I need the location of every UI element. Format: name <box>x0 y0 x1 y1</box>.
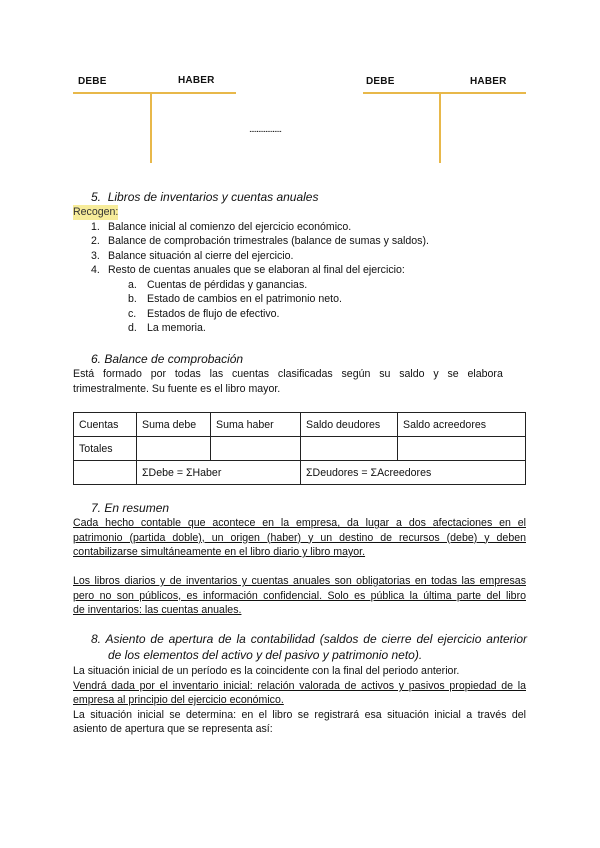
section-6-line: trimestralmente. Su fuente es el libro mayor. <box>73 383 281 395</box>
list-item: Balance de comprobación trimestrales (balance de sumas y saldos). <box>108 235 429 247</box>
list-number: 3. <box>91 250 100 262</box>
table-row <box>74 413 526 437</box>
section-6-title: 6. Balance de comprobación <box>91 352 244 366</box>
sublist-letter: c. <box>128 308 137 320</box>
haber-label: HABER <box>178 75 215 86</box>
table-cell <box>137 437 211 461</box>
sublist-letter: a. <box>128 279 137 291</box>
debe-label: DEBE <box>78 76 107 87</box>
section-8-line: La situación inicial se determina: en el libro se registrará esa situación inicial a través del <box>73 709 526 721</box>
sublist-letter: b. <box>128 293 137 305</box>
list-item: Balance situación al cierre del ejercicio. <box>108 250 294 262</box>
t-account-vertical <box>439 92 441 163</box>
section-8-line: empresa al principio del ejercicio económico. <box>73 694 284 706</box>
t-account-vertical <box>150 92 152 163</box>
list-number: 1. <box>91 221 100 233</box>
table-cell: Totales <box>74 437 137 461</box>
list-item: Balance inicial al comienzo del ejercicio económico. <box>108 221 352 233</box>
sublist-item: Estados de flujo de efectivo. <box>147 308 280 320</box>
table-cell <box>74 461 137 485</box>
sublist-item: La memoria. <box>147 322 206 334</box>
table-cell <box>301 437 398 461</box>
table-cell <box>211 437 301 461</box>
balance-table <box>73 412 526 485</box>
t-account-horizontal <box>363 92 526 94</box>
table-header-cell: Saldo acreedores <box>398 413 526 437</box>
list-number: 2. <box>91 235 100 247</box>
section-7-title: 7. En resumen <box>91 501 170 515</box>
summary-paragraph-2: Los libros diarios y de inventarios y cuentas anuales son obligatorias en todas las empresas pero no son públicos, es información confidencial. Solo es pública la última parte del libro de inventarios: las cuentas anuales. <box>73 575 526 616</box>
list-number: 4. <box>91 264 100 276</box>
sublist-letter: d. <box>128 322 137 334</box>
table-cell: ΣDebe = ΣHaber <box>137 461 301 485</box>
section-8-title-cont: de los elementos del activo y del pasivo y patrimonio neto). <box>108 648 423 662</box>
section-8-title: 8. Asiento de apertura de la contabilidad (saldos de cierre del ejercicio anterior <box>91 632 527 646</box>
table-header-cell: Cuentas <box>74 413 137 437</box>
sublist-item: Estado de cambios en el patrimonio neto. <box>147 293 342 305</box>
sublist-item: Cuentas de pérdidas y ganancias. <box>147 279 308 291</box>
t-account-horizontal <box>73 92 236 94</box>
table-header-cell: Suma haber <box>211 413 301 437</box>
recogen-label: Recogen: <box>73 206 119 218</box>
table-cell: ΣDeudores = ΣAcreedores <box>301 461 526 485</box>
section-8-line: asiento de apertura que se representa así: <box>73 723 273 735</box>
list-item: Resto de cuentas anuales que se elaboran al final del ejercicio: <box>108 264 405 276</box>
table-cell <box>398 437 526 461</box>
section-8-line: Vendrá dada por el inventario inicial: relación valorada de activos y pasivos propiedad de la <box>73 680 526 692</box>
table-header-cell: Saldo deudores <box>301 413 398 437</box>
dots: .................. <box>249 124 282 135</box>
summary-paragraph-1: Cada hecho contable que acontece en la empresa, da lugar a dos afectaciones en el patrimonio (partida doble), un origen (haber) y un destino de recursos (debe) y deben contabilizarse simultáneamente en el libro diario y libro mayor. <box>73 517 526 558</box>
section-5-title: 5. Libros de inventarios y cuentas anuales <box>91 190 319 204</box>
debe-label: DEBE <box>366 76 395 87</box>
table-row <box>74 461 526 485</box>
table-header-cell: Suma debe <box>137 413 211 437</box>
section-8-line: La situación inicial de un período es la coincidente con la final del periodo anterior. <box>73 665 460 677</box>
section-6-line: Está formado por todas las cuentas clasificadas según su saldo y se elabora <box>73 368 503 380</box>
haber-label: HABER <box>470 76 507 87</box>
table-row <box>74 437 526 461</box>
